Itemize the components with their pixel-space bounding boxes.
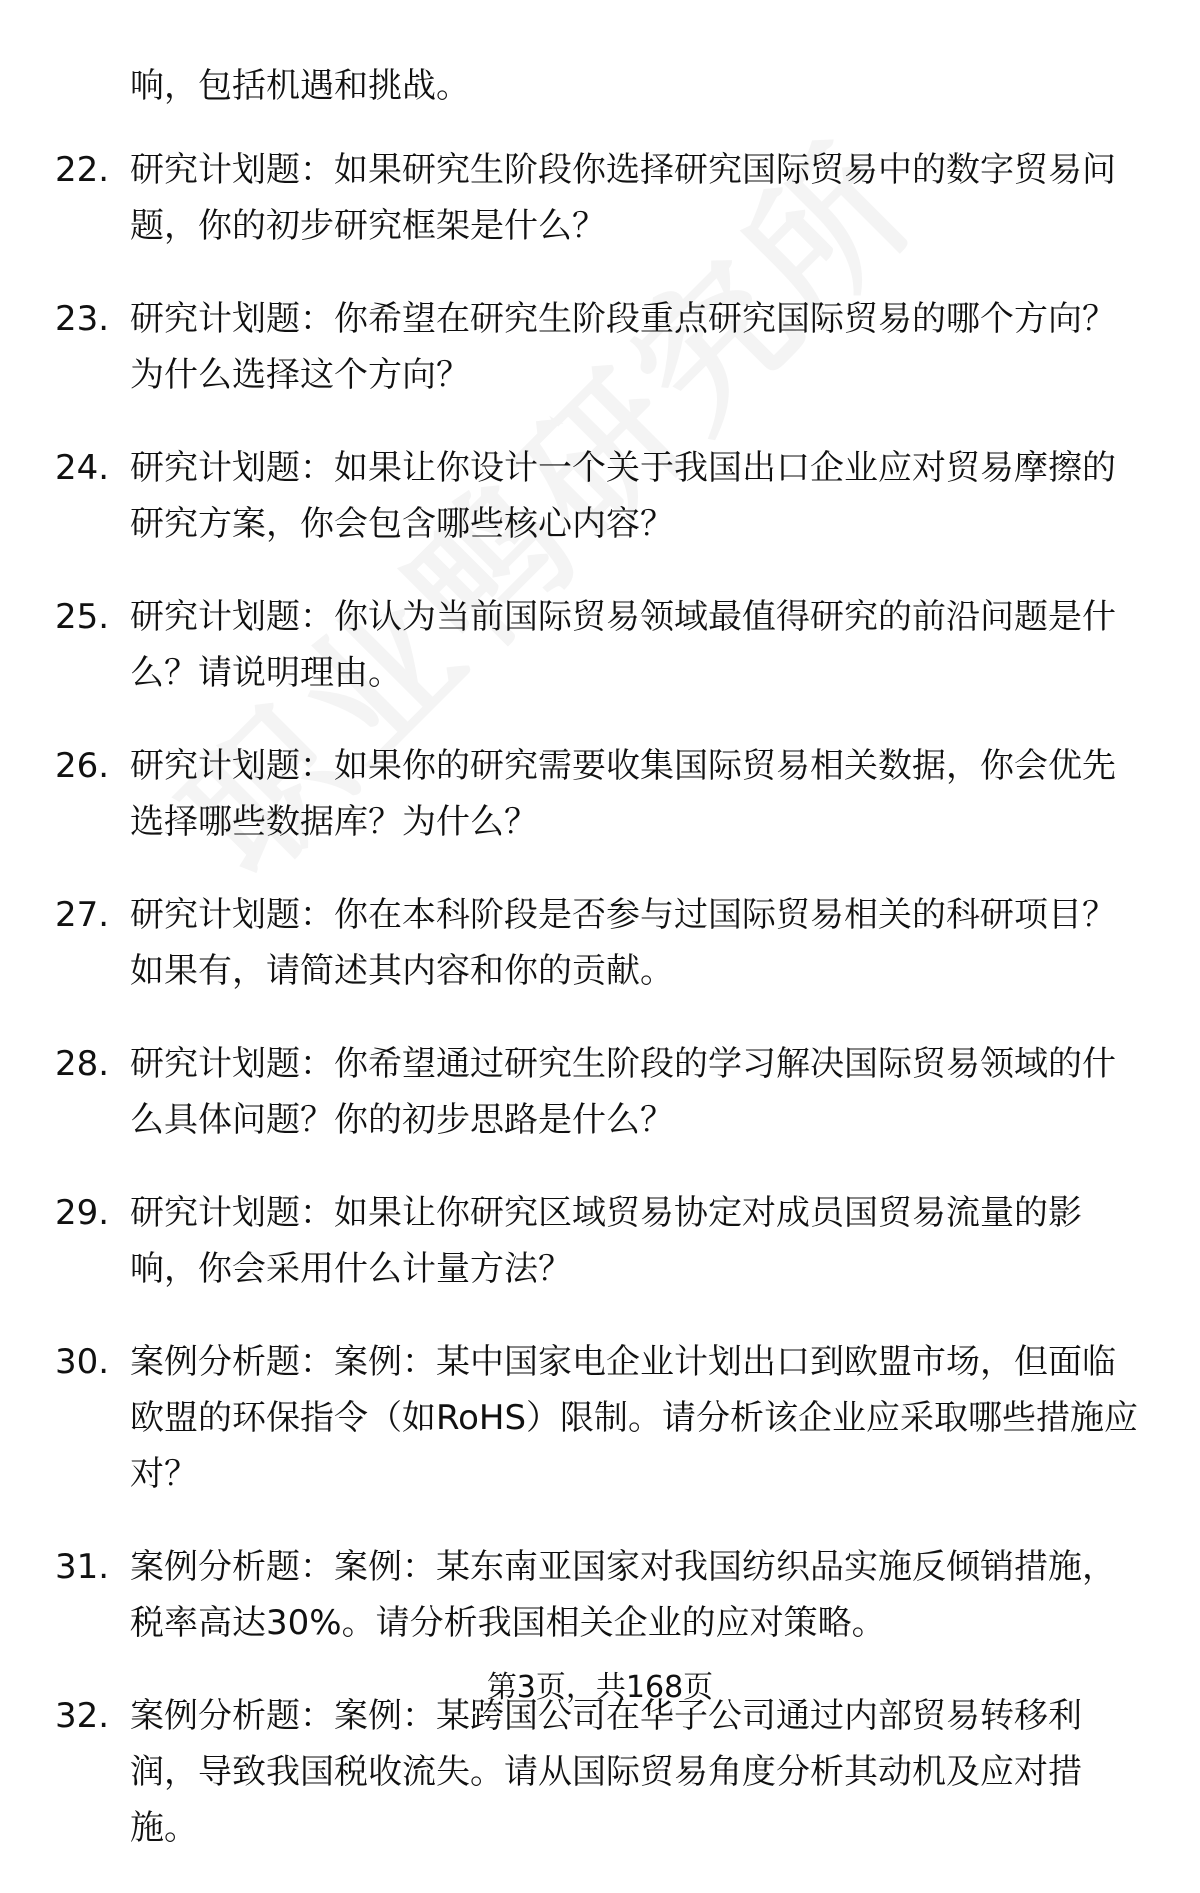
question-text: 研究计划题：如果让你研究区域贸易协定对成员国贸易流量的影响，你会采用什么计量方法？: [130, 1193, 1082, 1289]
question-number: 32.: [55, 1696, 110, 1736]
question-text: 研究计划题：你希望在研究生阶段重点研究国际贸易的哪个方向？为什么选择这个方向？: [130, 299, 1116, 395]
question-item: [0, 1036, 1200, 1148]
question-text: 案例分析题：案例：某跨国公司在华子公司通过内部贸易转移利润，导致我国税收流失。请从国际贸易角度分析其动机及应对措施。: [130, 1696, 1082, 1848]
question-item: [0, 1334, 1200, 1502]
question-number: 23.: [55, 299, 110, 339]
question-item: [0, 440, 1200, 552]
question-number: 25.: [55, 597, 110, 637]
question-number: 30.: [55, 1342, 110, 1382]
page-footer: 第3页，共168页: [486, 1670, 714, 1705]
question-text: 研究计划题：你在本科阶段是否参与过国际贸易相关的科研项目？如果有，请简述其内容和你的贡献。: [130, 895, 1116, 991]
question-item: [0, 589, 1200, 701]
question-item: [0, 1539, 1200, 1651]
question-item: [0, 1185, 1200, 1297]
question-item: [0, 887, 1200, 999]
question-item: [0, 1688, 1200, 1856]
continued-text: 响，包括机遇和挑战。: [130, 66, 470, 106]
question-number: 22.: [55, 150, 110, 190]
question-text: 研究计划题：你认为当前国际贸易领域最值得研究的前沿问题是什么？请说明理由。: [130, 597, 1116, 693]
question-text: 研究计划题：如果你的研究需要收集国际贸易相关数据，你会优先选择哪些数据库？为什么？: [130, 746, 1116, 842]
question-number: 26.: [55, 746, 110, 786]
question-item: [0, 291, 1200, 403]
question-number: 31.: [55, 1547, 110, 1587]
question-text: 案例分析题：案例：某中国家电企业计划出口到欧盟市场，但面临欧盟的环保指令（如RoHS）限制。请分析该企业应采取哪些措施应对？: [130, 1342, 1139, 1494]
question-number: 28.: [55, 1044, 110, 1084]
question-number: 29.: [55, 1193, 110, 1233]
question-number: 24.: [55, 448, 110, 488]
question-list: [0, 142, 1200, 1893]
question-text: 研究计划题：如果研究生阶段你选择研究国际贸易中的数字贸易问题，你的初步研究框架是什么？: [130, 150, 1116, 246]
question-item: [0, 738, 1200, 850]
question-text: 案例分析题：案例：某东南亚国家对我国纺织品实施反倾销措施，税率高达30%。请分析我国相关企业的应对策略。: [130, 1547, 1116, 1643]
question-text: 研究计划题：你希望通过研究生阶段的学习解决国际贸易领域的什么具体问题？你的初步思路是什么？: [130, 1044, 1116, 1140]
question-number: 27.: [55, 895, 110, 935]
question-text: 研究计划题：如果让你设计一个关于我国出口企业应对贸易摩擦的研究方案，你会包含哪些核心内容？: [130, 448, 1116, 544]
question-item: [0, 142, 1200, 254]
